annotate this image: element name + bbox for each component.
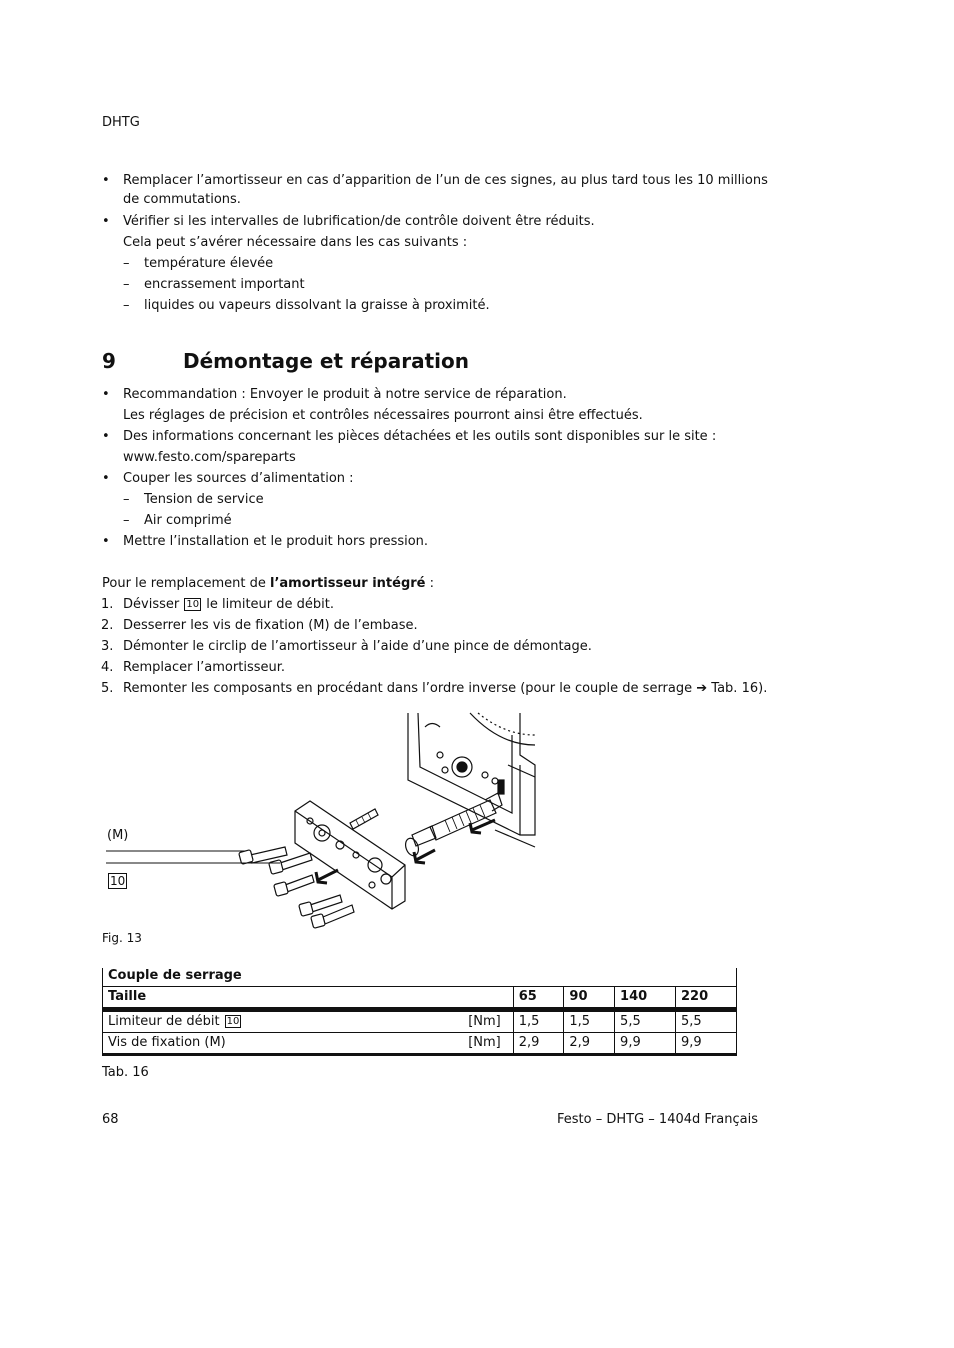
circlip [403,836,420,857]
row-label-text: Limiteur de débit [108,1014,224,1029]
bullet-text: Des informations concernant les pièces détachées et les outils sont disponibles sur le site : [123,429,717,444]
intro-bold: l’amortisseur intégré [270,576,426,591]
header-cell: 140 [615,987,676,1010]
table-title-row [103,968,737,987]
step-text [123,597,334,613]
bullet-text-cont: Cela peut s’avérer nécessaire dans les cas suivants : [123,235,468,250]
callout-box: 10 [226,1016,240,1027]
callout-box: 10 [186,599,200,610]
bullet-text: Vérifier si les intervalles de lubrification/de contrôle doivent être réduits. [123,214,595,229]
dash-glyph: – [123,513,130,528]
step-text: Remplacer l’amortisseur. [123,660,286,675]
step-text-b: le limiteur de débit. [202,597,334,612]
table-row [103,1033,737,1055]
step-text: Desserrer les vis de fixation (M) de l’embase. [123,618,418,633]
exploded-view-drawing [100,705,540,930]
mounting-plate [295,801,405,909]
section-number: 9 [102,349,116,373]
table-cell: 1,5 [513,1010,564,1033]
intro-prefix: Pour le remplacement de [102,576,270,591]
bullet-text: Recommandation : Envoyer le produit à notre service de réparation. [123,387,567,402]
dash-item: liquides ou vapeurs dissolvant la graisse à proximité. [144,298,490,313]
figure-label-m: (M) [107,828,129,843]
dash-glyph: – [123,256,130,271]
intro-sentence [102,576,434,592]
bullet-glyph: • [102,471,110,486]
dash-item: Tension de service [144,492,264,507]
step-text-a: Remonter les composants en procédant dans l’ordre inverse (pour le couple de serrage [123,681,697,696]
running-header: DHTG [102,115,140,130]
row-label [103,1010,406,1033]
figure-label-10: 10 [110,874,126,888]
fastening-screws [239,809,378,928]
table-row [103,1010,737,1033]
bullet-glyph: • [102,534,110,549]
table-cell: 5,5 [615,1010,676,1033]
header-cell: 90 [564,987,615,1010]
bullet-glyph: • [102,214,110,229]
figure-caption: Fig. 13 [102,931,142,945]
step-number: 5. [101,681,114,696]
step-text [123,681,767,697]
table-cell: 2,9 [513,1033,564,1055]
bullet-text-cont: de commutations. [123,192,241,207]
torque-table [102,968,737,1056]
table-cell: 5,5 [676,1010,737,1033]
table-cell: 9,9 [676,1033,737,1055]
row-label: Vis de fixation (M) [103,1033,406,1055]
arrow-icon: ➔ [696,681,708,696]
bullet-text: Remplacer l’amortisseur en cas d’apparition de l’un de ces signes, au plus tard tous les 10 millions [123,173,768,188]
dash-item: Air comprimé [144,513,232,528]
dash-glyph: – [123,492,130,507]
row-unit: [Nm] [405,1010,513,1033]
spareparts-link[interactable]: www.festo.com/spareparts [123,450,296,465]
intro-suffix: : [425,576,435,591]
step-text-a: Dévisser [123,597,184,612]
header-cell: 220 [676,987,737,1010]
header-cell: Taille [103,987,514,1010]
leader-lines [106,851,280,863]
bullet-glyph: • [102,387,110,402]
header-cell: 65 [513,987,564,1010]
bullet-glyph: • [102,429,110,444]
bullet-text: Couper les sources d’alimentation : [123,471,354,486]
table-title: Couple de serrage [103,968,737,987]
section-title: Démontage et réparation [183,349,469,373]
dash-glyph: – [123,298,130,313]
step-number: 2. [101,618,114,633]
bullet-text: Mettre l’installation et le produit hors pression. [123,534,429,549]
table-reference: Tab. 16). [707,681,768,696]
table-caption: Tab. 16 [102,1065,149,1080]
bullet-text-cont: Les réglages de précision et contrôles nécessaires pourront ainsi être effectués. [123,408,643,423]
row-unit: [Nm] [405,1033,513,1055]
table-cell: 2,9 [564,1033,615,1055]
figure-label-10-wrap [107,873,128,890]
step-number: 4. [101,660,114,675]
step-number: 1. [101,597,114,612]
dash-item: température élevée [144,256,274,271]
table-cell: 1,5 [564,1010,615,1033]
table-header-row [103,987,737,1010]
bullet-glyph: • [102,173,110,188]
dash-glyph: – [123,277,130,292]
footer-doc-info: Festo – DHTG – 1404d Français [557,1112,758,1127]
step-number: 3. [101,639,114,654]
page-number: 68 [102,1112,119,1127]
table-cell: 9,9 [615,1033,676,1055]
step-text: Démonter le circlip de l’amortisseur à l’aide d’une pince de démontage. [123,639,592,654]
dash-item: encrassement important [144,277,305,292]
